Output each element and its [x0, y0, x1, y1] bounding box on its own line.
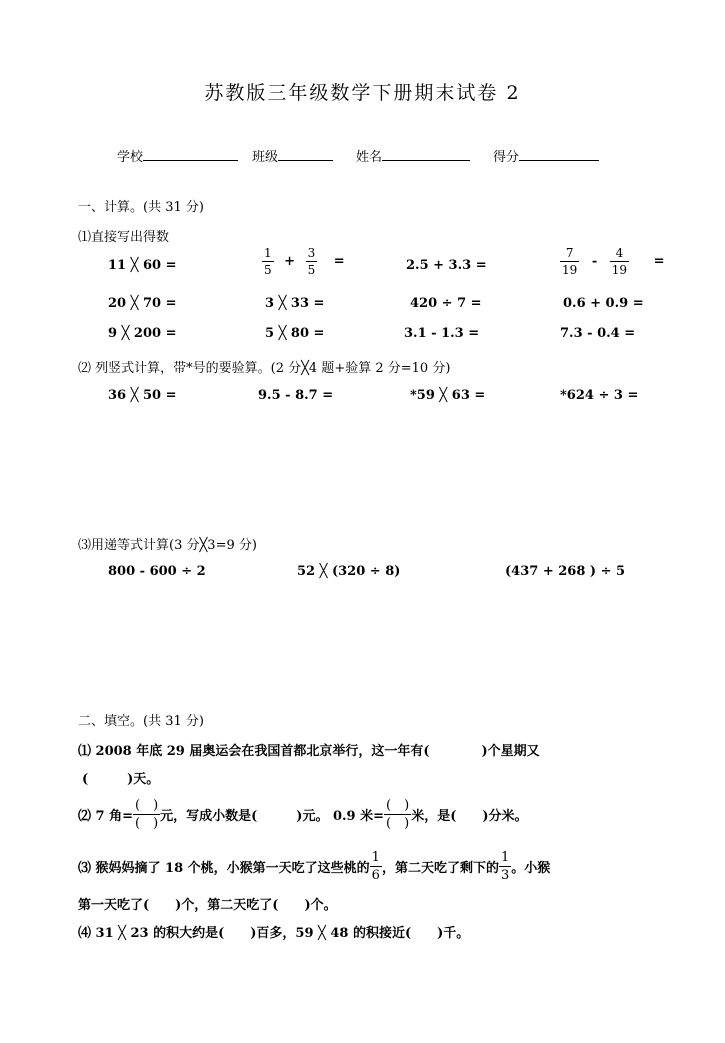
vertical-calc-item: *59 ╳ 63 =: [410, 388, 486, 403]
section1-heading: 一、计算。(共 31 分): [78, 200, 204, 215]
school-blank[interactable]: [143, 146, 238, 161]
class-field[interactable]: [252, 146, 333, 165]
calc-item: 0.6 + 0.9 =: [563, 296, 644, 311]
stepwise-calc-item: 52 ╳ (320 ÷ 8): [297, 564, 401, 579]
class-label: 班级: [252, 150, 279, 165]
blank-fraction[interactable]: $\frac{( )}{( )}$: [135, 798, 159, 831]
fraction-expression: $\frac{7}{19}$ - $\frac{4}{19}$ =: [562, 246, 665, 277]
calc-item: 420 ÷ 7 =: [410, 296, 482, 311]
part3-label: ⑶用递等式计算(3 分╳3=9 分): [78, 538, 257, 553]
fraction: $\frac{1}{6}$: [371, 850, 380, 883]
fraction-expression: $\frac{1}{5}$ + $\frac{3}{5}$ =: [264, 246, 345, 277]
fill-question-3-line2: 第一天吃了( )个，第二天吃了( )个。: [78, 898, 337, 913]
calc-item: 7.3 - 0.4 =: [560, 326, 636, 341]
calc-item: 3.1 - 1.3 =: [404, 326, 480, 341]
fraction: $\frac{4}{19}$: [611, 246, 628, 277]
fill-question-2: ⑵ 7 角= $\frac{( )}{( )}$ 元，写成小数是( )元。 0.9 米= $\frac{( )}{( )}$ 米，是( )分米。: [78, 798, 528, 831]
calc-item: 3 ╳ 33 =: [265, 296, 325, 311]
fraction: $\frac{3}{5}$: [307, 246, 316, 277]
calc-item: 9 ╳ 200 =: [108, 326, 177, 341]
vertical-calc-item: 9.5 - 8.7 =: [258, 388, 334, 403]
name-label: 姓名: [356, 150, 383, 165]
part2-label: ⑵ 列竖式计算，带*号的要验算。(2 分╳4 题+验算 2 分=10 分): [78, 361, 451, 376]
score-label: 得分: [493, 150, 520, 165]
calc-item: 5 ╳ 80 =: [265, 326, 325, 341]
calc-item: 2.5 + 3.3 =: [406, 258, 487, 273]
fill-question-1-line2: ( )天。: [82, 772, 160, 787]
stepwise-calc-item: 800 - 600 ÷ 2: [108, 564, 206, 579]
blank-fraction[interactable]: $\frac{( )}{( )}$: [386, 798, 410, 831]
school-field[interactable]: [117, 146, 238, 165]
fraction: $\frac{1}{5}$: [264, 246, 272, 277]
fraction: $\frac{1}{3}$: [500, 850, 510, 883]
part1-label: ⑴直接写出得数: [78, 230, 170, 245]
class-blank[interactable]: [278, 146, 333, 161]
fill-question-3-line1: ⑶ 猴妈妈摘了 18 个桃，小猴第一天吃了这些桃的 $\frac{1}{6}$ ，第二天吃了剩下的 $\frac{1}{3}$ 。小猴: [78, 850, 551, 883]
name-field[interactable]: [356, 146, 470, 165]
score-field[interactable]: [493, 146, 599, 165]
calc-item: 11 ╳ 60 =: [108, 258, 177, 273]
vertical-calc-item: 36 ╳ 50 =: [108, 388, 177, 403]
stepwise-calc-item: (437 + 268 ) ÷ 5: [505, 564, 626, 579]
fraction: $\frac{7}{19}$: [562, 246, 578, 277]
page-title: 苏教版三年级数学下册期末试卷 2: [204, 82, 521, 104]
calc-item: 20 ╳ 70 =: [108, 296, 177, 311]
vertical-calc-item: *624 ÷ 3 =: [560, 388, 639, 403]
section2-heading: 二、填空。(共 31 分): [78, 714, 204, 729]
name-blank[interactable]: [382, 146, 470, 161]
fill-question-1-line1: ⑴ 2008 年底 29 届奥运会在我国首都北京举行，这一年有( )个星期又: [78, 744, 540, 759]
score-blank[interactable]: [519, 146, 599, 161]
school-label: 学校: [117, 150, 144, 165]
fill-question-4: ⑷ 31 ╳ 23 的积大约是( )百多，59 ╳ 48 的积接近( )千。: [78, 926, 470, 941]
